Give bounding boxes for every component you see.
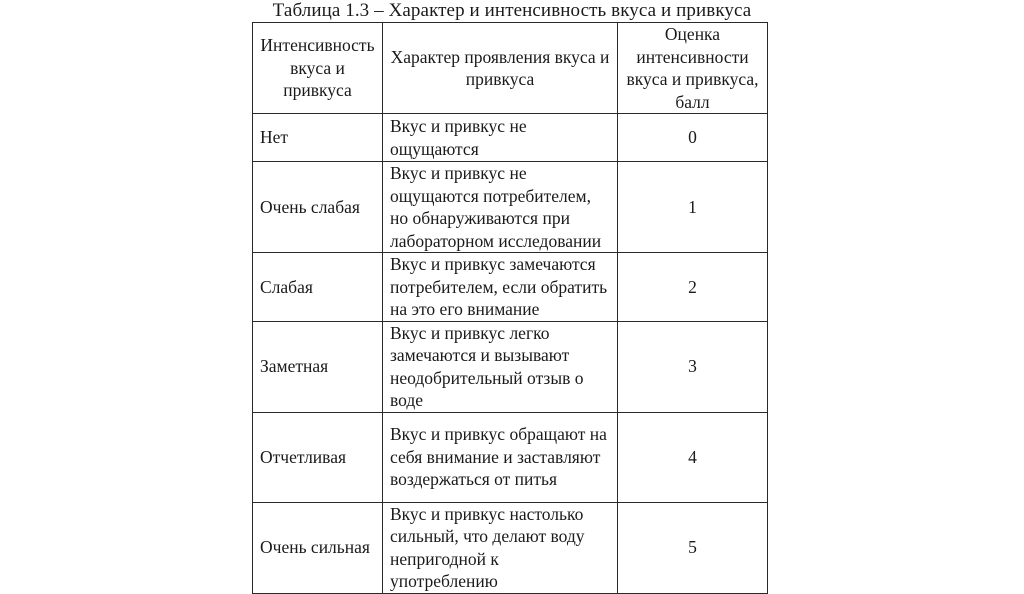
cell-score: 0 xyxy=(618,114,768,162)
header-score: Оценка интенсивности вкуса и привкуса, балл xyxy=(618,23,768,114)
cell-level: Заметная xyxy=(253,321,383,412)
table-caption: Таблица 1.3 – Характер и интенсивность вкуса и привкуса xyxy=(272,0,752,21)
table-row xyxy=(253,114,768,162)
cell-description: Вкус и привкус не ощущаются потребителем, но обнаруживаются при лабораторном исследовании xyxy=(383,162,618,253)
cell-level: Очень слабая xyxy=(253,162,383,253)
table-row xyxy=(253,253,768,322)
cell-score: 4 xyxy=(618,412,768,502)
header-intensity: Интенсивность вкуса и привкуса xyxy=(253,23,383,114)
header-character: Характер проявления вкуса и привкуса xyxy=(383,23,618,114)
cell-score: 3 xyxy=(618,321,768,412)
cell-score: 2 xyxy=(618,253,768,322)
table-row xyxy=(253,412,768,502)
table-row xyxy=(253,321,768,412)
cell-level: Слабая xyxy=(253,253,383,322)
cell-description: Вкус и привкус настолько сильный, что делают воду непригодной к употреблению xyxy=(383,502,618,593)
cell-description: Вкус и привкус легко замечаются и вызывают неодобрительный отзыв о воде xyxy=(383,321,618,412)
taste-intensity-table xyxy=(252,22,768,594)
table-row xyxy=(253,162,768,253)
cell-description: Вкус и привкус замечаются потребителем, если обратить на это его внимание xyxy=(383,253,618,322)
table-row xyxy=(253,502,768,593)
cell-score: 1 xyxy=(618,162,768,253)
table-header-row xyxy=(253,23,768,114)
cell-description: Вкус и привкус обращают на себя внимание и заставляют воздержаться от питья xyxy=(383,412,618,502)
cell-level: Нет xyxy=(253,114,383,162)
cell-level: Очень сильная xyxy=(253,502,383,593)
cell-description: Вкус и привкус не ощущаются xyxy=(383,114,618,162)
cell-score: 5 xyxy=(618,502,768,593)
cell-level: Отчетливая xyxy=(253,412,383,502)
